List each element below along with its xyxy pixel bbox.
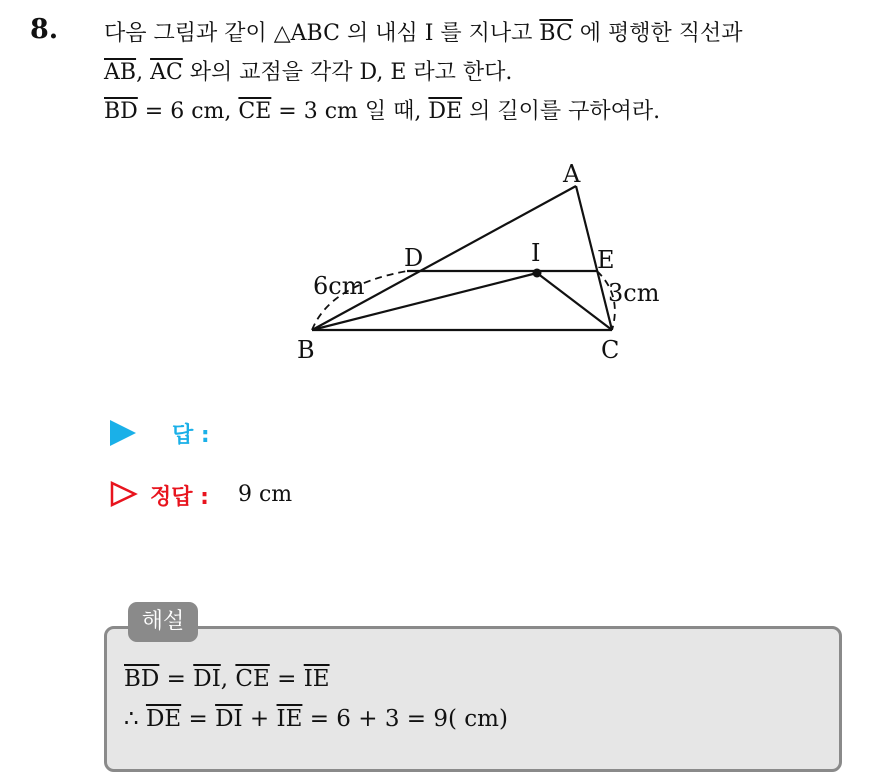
label-e: E bbox=[597, 246, 615, 274]
solution-line-2: ∴ $\overline{DE} = \overline{DI} + \overline{IE} = 6 + 3 = 9$( cm) bbox=[124, 706, 508, 732]
incenter-point bbox=[533, 269, 542, 278]
correct-answer-label: 정답 : bbox=[150, 485, 209, 510]
problem-line-2: $\overline{AB}$, $\overline{AC}$ 와의 교점을 각각 D, E 라고 한다. bbox=[104, 60, 513, 85]
problem-line-3: $\overline{BD} = 6$ cm, $\overline{CE} = 3$ cm 일 때, $\overline{DE}$ 의 길이를 구하여라. bbox=[104, 99, 661, 124]
problem-line-1: 다음 그림과 같이 △ABC 의 내심 I 를 지나고 $\overline{BC}$ 에 평행한 직선과 bbox=[104, 21, 743, 46]
solution-line-1: $\overline{BD} = \overline{DI}$, $\overline{CE} = \overline{IE}$ bbox=[124, 666, 330, 692]
label-i: I bbox=[531, 239, 541, 267]
solution-tag: 해설 bbox=[128, 602, 198, 642]
label-bd-length: 6cm bbox=[313, 272, 365, 300]
problem-number: 8. bbox=[30, 14, 59, 45]
label-a: A bbox=[563, 160, 581, 188]
correct-answer-value: 9 cm bbox=[238, 482, 293, 507]
label-b: B bbox=[297, 336, 315, 364]
solution-box bbox=[104, 626, 842, 772]
answer-label: 답 : bbox=[172, 423, 210, 448]
correct-arrow-icon bbox=[110, 481, 138, 507]
label-d: D bbox=[404, 244, 424, 272]
answer-arrow-icon bbox=[110, 420, 138, 446]
label-c: C bbox=[601, 336, 620, 364]
label-ce-length: 3cm bbox=[608, 279, 660, 307]
